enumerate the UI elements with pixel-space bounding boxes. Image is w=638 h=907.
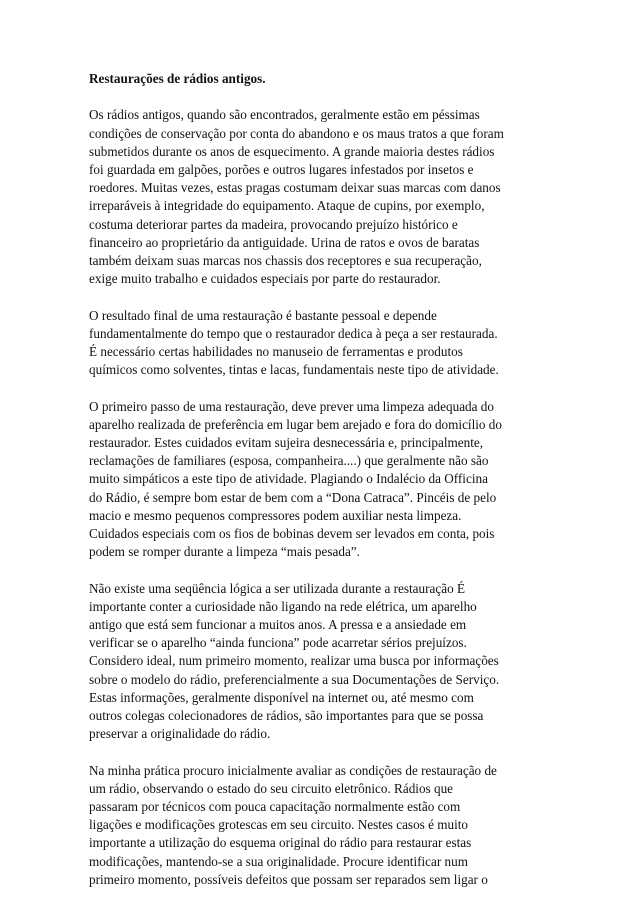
paragraph-line: O primeiro passo de uma restauração, deve prever uma limpeza adequada do (89, 398, 494, 414)
paragraph-line: modificações, mantendo-se a sua originalidade. Procure identificar num (89, 853, 469, 869)
paragraph-line: submetidos durante os anos de esquecimento. A grande maioria destes rádios (89, 143, 495, 159)
paragraph-line: macio e mesmo pequenos compressores podem auxiliar nesta limpeza. (89, 507, 462, 523)
paragraph-line: do Rádio, é sempre bom estar de bem com a “Dona Catraca”. Pincéis de pelo (89, 489, 497, 505)
document-body (89, 106, 555, 889)
paragraph-line: exige muito trabalho e cuidados especiais por parte do restaurador. (89, 271, 441, 287)
paragraph-line: Não existe uma seqüência lógica a ser utilizada durante a restauração É (89, 580, 466, 596)
paragraph-line: irreparáveis à integridade do equipamento. Ataque de cupins, por exemplo, (89, 198, 485, 214)
paragraph-line: também deixam suas marcas nos chassis dos receptores e sua recuperação, (89, 253, 482, 269)
paragraph (89, 762, 555, 889)
paragraph (89, 398, 555, 562)
paragraph-line: roedores. Muitas vezes, estas pragas costumam deixar suas marcas com danos (89, 180, 501, 196)
paragraph-line: condições de conservação por conta do abandono e os maus tratos a que foram (89, 125, 504, 141)
paragraph-line: podem se romper durante a limpeza “mais pesada”. (89, 544, 360, 560)
paragraph-line: importante conter a curiosidade não ligando na rede elétrica, um aparelho (89, 598, 477, 614)
paragraph-line: Cuidados especiais com os fios de bobinas devem ser levados em conta, pois (89, 526, 495, 542)
paragraph-line: sobre o modelo do rádio, preferencialmente a sua Documentações de Serviço. (89, 671, 500, 687)
paragraph-line: muito simpáticos a este tipo de atividade. Plagiando o Indalécio da Officina (89, 471, 488, 487)
paragraph (89, 307, 555, 380)
paragraph-line: Na minha prática procuro inicialmente avaliar as condições de restauração de (89, 762, 497, 778)
paragraph-line: verificar se o aparelho “ainda funciona” pode acarretar sérios prejuízos. (89, 635, 467, 651)
paragraph-line: reclamações de familiares (esposa, companheira....) que geralmente não são (89, 453, 489, 469)
paragraph (89, 580, 555, 744)
paragraph-line: É necessário certas habilidades no manuseio de ferramentas e produtos (89, 344, 463, 360)
paragraph-line: passaram por técnicos com pouca capacitação normalmente estão com (89, 799, 461, 815)
paragraph-line: financeiro ao proprietário da antiguidade. Urina de ratos e ovos de baratas (89, 234, 480, 250)
paragraph-line: ligações e modificações grotescas em seu circuito. Nestes casos é muito (89, 817, 469, 833)
document-page (89, 70, 555, 907)
paragraph-line: O resultado final de uma restauração é bastante pessoal e depende (89, 307, 437, 323)
paragraph-line: fundamentalmente do tempo que o restaurador dedica à peça a ser restaurada. (89, 325, 498, 341)
paragraph-line: Os rádios antigos, quando são encontrados, geralmente estão em péssimas (89, 107, 480, 123)
paragraph-line: químicos como solventes, tintas e lacas, fundamentais neste tipo de atividade. (89, 362, 499, 378)
paragraph-line: Considero ideal, num primeiro momento, realizar uma busca por informações (89, 653, 499, 669)
paragraph (89, 106, 555, 288)
paragraph-line: restaurador. Estes cuidados evitam sujeira desnecessária e, principalmente, (89, 435, 484, 451)
document-title: Restaurações de rádios antigos. (89, 71, 266, 86)
paragraph-line: costuma deteriorar partes da madeira, provocando prejuízo histórico e (89, 216, 458, 232)
paragraph-line: preservar a originalidade do rádio. (89, 726, 271, 742)
paragraph-line: aparelho realizada de preferência em lugar bem arejado e fora do domicílio do (89, 416, 502, 432)
paragraph-line: importante a utilização do esquema original do rádio para restaurar estas (89, 835, 472, 851)
paragraph-line: foi guardada em galpões, porões e outros lugares infestados por insetos e (89, 162, 474, 177)
paragraph-line: Estas informações, geralmente disponível na internet ou, até mesmo com (89, 689, 474, 705)
paragraph-line: primeiro momento, possíveis defeitos que possam ser reparados sem ligar o (89, 871, 488, 887)
paragraph-line: outros colegas colecionadores de rádios, são importantes para que se possa (89, 708, 484, 724)
paragraph-line: antigo que está sem funcionar a muitos anos. A pressa e a ansiedade em (89, 617, 467, 633)
paragraph-line: um rádio, observando o estado do seu circuito eletrônico. Rádios que (89, 780, 454, 796)
